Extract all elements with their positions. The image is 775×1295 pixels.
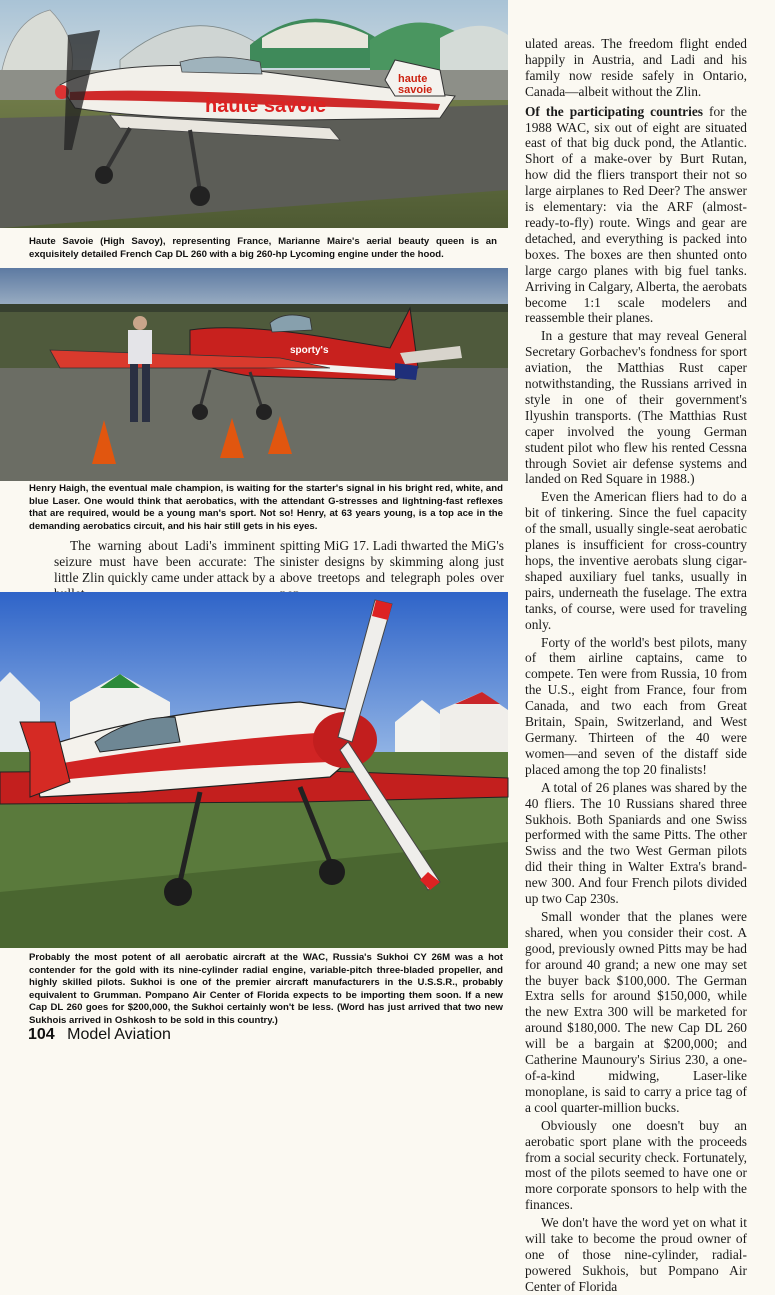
laser-illustration [0,268,508,481]
caption-laser: Henry Haigh, the eventual male champion, is waiting for the starter's signal in his bright red, white, and blue Laser. One would think that aerobatics, with the attendant G-stresses and lightning-fast reflexes that are required, would be a young man's sport. Not so! Henry, at 63 years young, is a top ace in the demanding aerobatics circuit, and his hair still gets in his eyes. [29,483,503,532]
paragraph: A total of 26 planes was shared by the 40 fliers. The 10 Russians shared three Sukhois. Both Spaniards and one Swiss performed with the same Pitts. The other Swiss and the two West German pilots did their thing in Walter Extra's brand-new 300. And four French pilots divided up two Cap 230s. [525,779,747,907]
paragraph: We don't have the word yet on what it will take to become the proud owner of one of those nine-cylinder, radial-powered Sukhois, but Pompano Air Center of Florida [525,1215,747,1294]
magazine-name: Model Aviation [67,1026,171,1043]
fin-lettering-1: haute [398,73,428,85]
paragraph: The warning about Ladi's imminent seizure must have been accurate: The little Zlin quickly came under attack by a [54,538,275,585]
sukhoi-illustration [0,592,508,948]
caption-sukhoi: Probably the most potent of all aerobatic aircraft at the WAC, Russia's Sukhoi CY 26M was a hot contender for the gold with its nine-cylinder radial engine, variable-pitch three-bladed propeller, and highly skilled pilots. Sukhoi is one of the premier aircraft manufacturers in the U.S.S.R., probably equivalent to Grumman. Pompano Air Center of Florida expects to be importing them soon. If a new Cap DL 260 goes for $200,000, the Sukhoi certainly won't be less. (Word has just arrived that two new Sukhois arrived in Oshkosh to be sold in this country.) [29,952,503,1026]
page-number: 104 [28,1026,55,1043]
paragraph-text: for the 1988 WAC, six out of eight are situated east of that big duck pond, the Atlantic. Short of a make-over by Burt Rutan, how did the fliers transport their not so large airplanes to Red Deer? The answer is elementary: via the ARF (almost-ready-to-fly) route. Wings and gear are detached, and everything is packed into boxes. The boxes are then shunted onto large cargo planes with big fuel tanks. Arriving in Calgary, Alberta, the aerobats become 1:1 scale modelers and reassemble their planes. [525,103,747,326]
paragraph: ulated areas. The freedom flight ended happily in Austria, and Ladi and his family now reside safely in Ontario, Canada—albeit without the Zlin. [525,36,747,99]
paragraph: In a gesture that may reveal General Secretary Gorbachev's fondness for sport aviation, the Matthias Rust caper notwithstanding, the Russians arrived in style in one of their government's Ilyushin transports. (The Matthias Rust caper involved the young German student pilot who flew his rented Cessna through Soviet air defense systems and landed on Red Square in 1988.) [525,328,747,487]
paragraph: Obviously one doesn't buy an aerobatic sport plane with the proceeds from a social security check. Fortunately, most of the pilots seemed to have one or more corporate sponsors to help with the finances. [525,1117,747,1213]
fin-lettering-2: savoie [398,84,433,96]
paragraph: spitting MiG 17. Ladi thwarted the MiG's sinister designs by skimming along just above treetops and telegraph poles over [280,538,504,585]
photo-laser [0,268,508,481]
paragraph: Small wonder that the planes were shared, when you consider their cost. A good, previously owned Pitts may be had for around 40 grand; a new one may set the buyer back $100,000. The German Extra sells for around $150,000, while the new Extra 300 will be marketed for around $180,000. The new Cap DL 260 will be a bargain at $200,000; and Catherine Maunoury's Sirius 230, a one-of-a-kind midwing, Laser-like monoplane, is said to carry a price tag of a cool quarter-million bucks. [525,908,747,1115]
page-footer [28,1026,171,1044]
paragraph: Forty of the world's best pilots, many of them airline captains, came to compete. Ten were from Russia, 10 from the U.S., eight from France, four from Canada, and two each from Great Britain, Spain, Switzerland, and West Germany. Thirteen of the 40 were women—and seven of the distaff side placed among the top 20 finalists! [525,634,747,777]
paragraph [525,104,747,327]
laser-fuselage-lettering: sporty's [290,345,329,356]
photo-haute-savoie [0,0,508,228]
column-right [525,36,747,1295]
run-in-heading: Of the participating countries [525,103,703,119]
fuselage-lettering: haute savoie [205,95,327,117]
caption-haute-savoie: Haute Savoie (High Savoy), representing France, Marianne Maire's aerial beauty queen is an exquisitely detailed French Cap DL 260 with a big 260-hp Lycoming engine under the hood. [29,236,497,260]
paragraph: Even the American fliers had to do a bit of tinkering. Since the fuel capacity of the small, usually single-seat aerobatic planes is insufficient for cross-country hops, the inventive aerobats slung cigar-shaped auxiliary fuel tanks, usually in pairs, underneath the fuselage. The extra tanks, of course, were used for traveling only. [525,489,747,632]
haute-savoie-illustration [0,0,508,228]
photo-sukhoi [0,592,508,948]
